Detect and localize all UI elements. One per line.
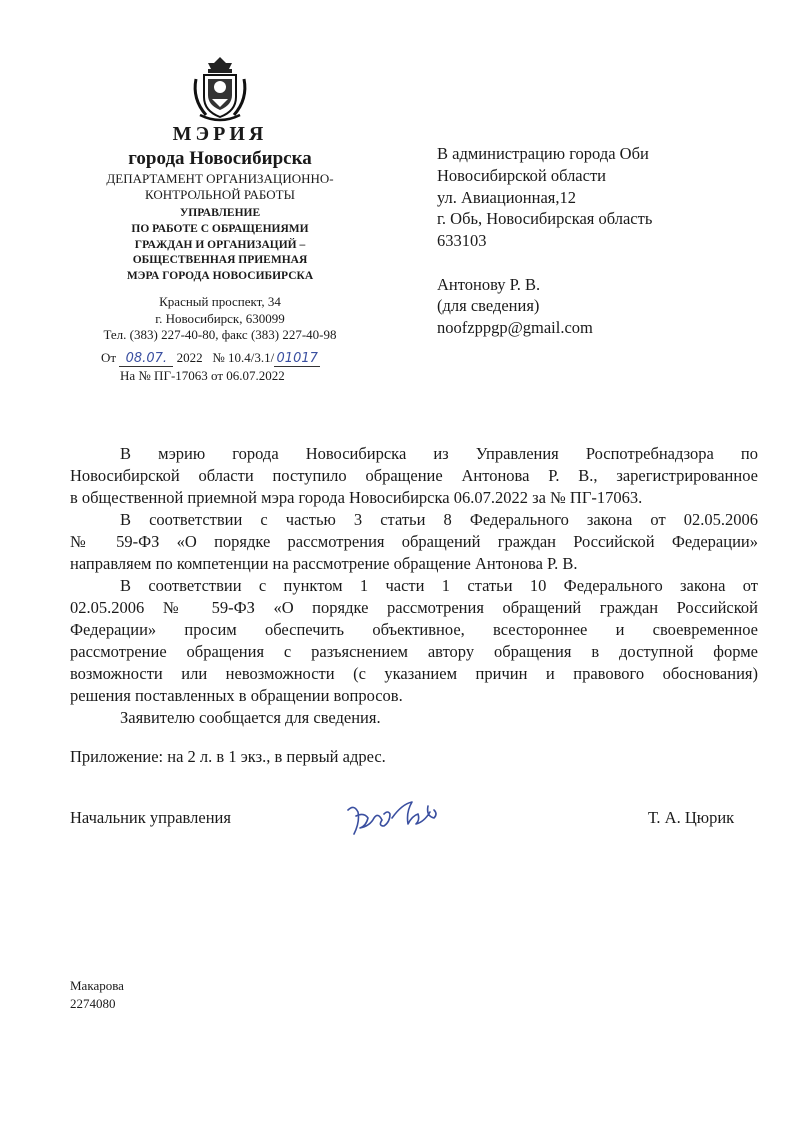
org-title: МЭРИЯ: [172, 123, 268, 145]
phone-fax-line: Тел. (383) 227-40-80, факс (383) 227-40-98: [103, 327, 337, 342]
body-line: В мэрию города Новосибирска из Управления Роспотребнадзора по: [120, 444, 758, 463]
coat-of-arms-emblem: [190, 55, 250, 125]
body-line: Заявителю сообщается для сведения.: [120, 708, 381, 727]
org-city: города Новосибирска: [128, 148, 312, 169]
unit-line: ГРАЖДАН И ОРГАНИЗАЦИЙ –: [134, 239, 306, 251]
recipient-line: Новосибирской области: [437, 166, 606, 185]
address-line: Красный проспект, 34: [159, 294, 281, 309]
body-line: в общественной приемной мэра города Новосибирска 06.07.2022 за № ПГ-17063.: [70, 488, 643, 507]
body-line: Новосибирской области поступило обращение Антонова Р. В., зарегистрированное: [70, 466, 758, 485]
number-label: № 10.4/3.1/: [212, 350, 275, 365]
unit-line: ПО РАБОТЕ С ОБРАЩЕНИЯМИ: [131, 223, 309, 235]
body-line: возможности или невозможности (с указанием причин и правового обоснования): [70, 664, 758, 683]
department-line-1: ДЕПАРТАМЕНТ ОРГАНИЗАЦИОННО-: [106, 171, 334, 186]
executor-phone: 2274080: [70, 996, 116, 1011]
handwritten-date: 08.07.: [119, 351, 173, 367]
recipient-line: г. Обь, Новосибирская область: [437, 209, 653, 228]
address-line: г. Новосибирск, 630099: [155, 311, 285, 326]
recipient-line: 633103: [437, 231, 487, 250]
unit-line: ОБЩЕСТВЕННАЯ ПРИЕМНАЯ: [132, 254, 308, 266]
department-line-2: КОНТРОЛЬНОЙ РАБОТЫ: [145, 187, 295, 202]
recipient-line: ул. Авиационная,12: [437, 188, 576, 207]
body-line: В соответствии с частью 3 статьи 8 Федерального закона от 02.05.2006: [120, 510, 758, 529]
body-line: 02.05.2006 № 59-ФЗ «О порядке рассмотрения обращений граждан Российской: [70, 598, 758, 617]
recipient-line: В администрацию города Оби: [437, 144, 649, 163]
executor-name: Макарова: [70, 978, 124, 993]
handwritten-number: 01017: [274, 351, 320, 367]
body-line: № 59-ФЗ «О порядке рассмотрения обращений граждан Российской Федерации»: [70, 532, 758, 551]
ref-year: 2022: [176, 350, 203, 365]
copy-recipient-line: Антонову Р. В.: [437, 275, 541, 294]
handwritten-signature: [340, 792, 450, 842]
body-line: направляем по компетенции на рассмотрение обращение Антонова Р. В.: [70, 554, 578, 573]
unit-line: УПРАВЛЕНИЕ: [179, 207, 261, 219]
body-line: В соответствии с пунктом 1 части 1 статьи 10 Федерального закона от: [120, 576, 758, 595]
body-line: решения поставленных в обращении вопросов.: [70, 686, 403, 705]
body-line: рассмотрение обращения с разъяснением автору обращения в доступной форме: [70, 642, 758, 661]
copy-recipient-email: noofzppgp@gmail.com: [437, 318, 593, 337]
from-label: От: [101, 350, 117, 365]
copy-recipient-line: (для сведения): [437, 296, 540, 315]
signer-name: Т. А. Цюрик: [648, 808, 735, 827]
signer-title: Начальник управления: [70, 808, 231, 827]
attachment-note: Приложение: на 2 л. в 1 экз., в первый адрес.: [70, 747, 386, 766]
outgoing-reference: [101, 350, 320, 367]
unit-line: МЭРА ГОРОДА НОВОСИБИРСКА: [126, 270, 314, 282]
body-line: Федерации» просим обеспечить объективное, всестороннее и своевременное: [70, 620, 758, 639]
incoming-reference: На № ПГ-17063 от 06.07.2022: [120, 368, 285, 383]
